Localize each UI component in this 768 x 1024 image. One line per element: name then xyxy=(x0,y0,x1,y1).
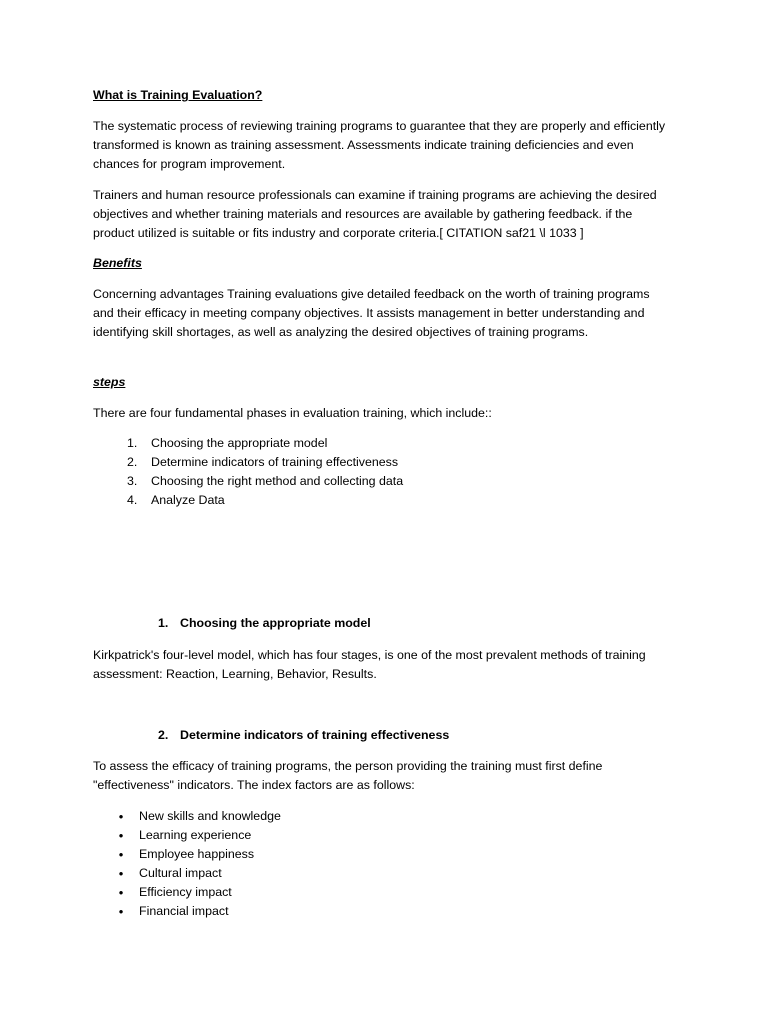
list-item-text: Employee happiness xyxy=(139,847,255,861)
list-item-text: Choosing the appropriate model xyxy=(151,436,328,450)
list-item xyxy=(118,883,281,902)
list-item xyxy=(118,864,281,883)
bullet-icon: • xyxy=(118,847,124,862)
steps-intro: There are four fundamental phases in evaluation training, which include:: xyxy=(93,406,492,420)
list-item-text: Choosing the right method and collecting data xyxy=(151,474,404,488)
list-item xyxy=(118,826,281,845)
list-item-text: Financial impact xyxy=(139,904,229,918)
list-item xyxy=(127,472,404,491)
bullet-icon: • xyxy=(118,809,124,824)
bullet-icon: • xyxy=(118,866,124,881)
list-item xyxy=(127,453,403,472)
section2-heading xyxy=(158,726,449,745)
list-number: 3. xyxy=(127,474,138,488)
bullet-icon: • xyxy=(118,885,124,900)
bullet-icon: • xyxy=(118,828,124,843)
section1-paragraph: Kirkpatrick's four-level model, which has four stages, is one of the most prevalent methods of training assessment: Reaction, Learning, Behavior, Results. xyxy=(93,648,646,681)
section-title: Determine indicators of training effectiveness xyxy=(180,728,450,742)
list-item-text: Determine indicators of training effectiveness xyxy=(151,455,399,469)
steps-heading: steps xyxy=(93,375,126,389)
list-item xyxy=(127,434,403,453)
list-item-text: Analyze Data xyxy=(151,493,225,507)
section-number: 1. xyxy=(158,616,169,630)
benefits-paragraph: Concerning advantages Training evaluations give detailed feedback on the worth of training programs and their efficacy in meeting company objectives. It assists management in better understanding and identifying skill shortages, as well as analyzing the desired objectives of training programs. xyxy=(93,287,650,339)
section-number: 2. xyxy=(158,728,169,742)
intro-paragraph: The systematic process of reviewing training programs to guarantee that they are properly and efficiently transformed is known as training assessment. Assessments indicate training deficiencies and even chances for program improvement. xyxy=(93,119,666,171)
section1-heading xyxy=(158,614,371,633)
list-number: 2. xyxy=(127,455,138,469)
list-item xyxy=(118,845,281,864)
section2-paragraph: To assess the efficacy of training programs, the person providing the training must first define "effectiveness" indicators. The index factors are as follows: xyxy=(93,759,603,792)
list-number: 4. xyxy=(127,493,138,507)
list-item xyxy=(118,807,281,826)
steps-list xyxy=(127,434,404,510)
section-title: Choosing the appropriate model xyxy=(180,616,371,630)
list-item-text: New skills and knowledge xyxy=(139,809,281,823)
list-item xyxy=(127,491,403,510)
list-item-text: Cultural impact xyxy=(139,866,222,880)
list-item-text: Learning experience xyxy=(139,828,252,842)
bullet-icon: • xyxy=(118,904,124,919)
page-title: What is Training Evaluation? xyxy=(93,88,263,102)
benefits-heading: Benefits xyxy=(93,256,142,270)
list-number: 1. xyxy=(127,436,138,450)
list-item-text: Efficiency impact xyxy=(139,885,232,899)
trainers-paragraph: Trainers and human resource professionals can examine if training programs are achieving the desired objectives and whether training materials and resources are available by gathering feedback. if the product utilized is suitable or fits industry and corporate criteria.[ CITATION saf21 \l 1033 ] xyxy=(93,188,657,240)
index-factors-list xyxy=(118,807,281,921)
list-item xyxy=(118,902,281,921)
